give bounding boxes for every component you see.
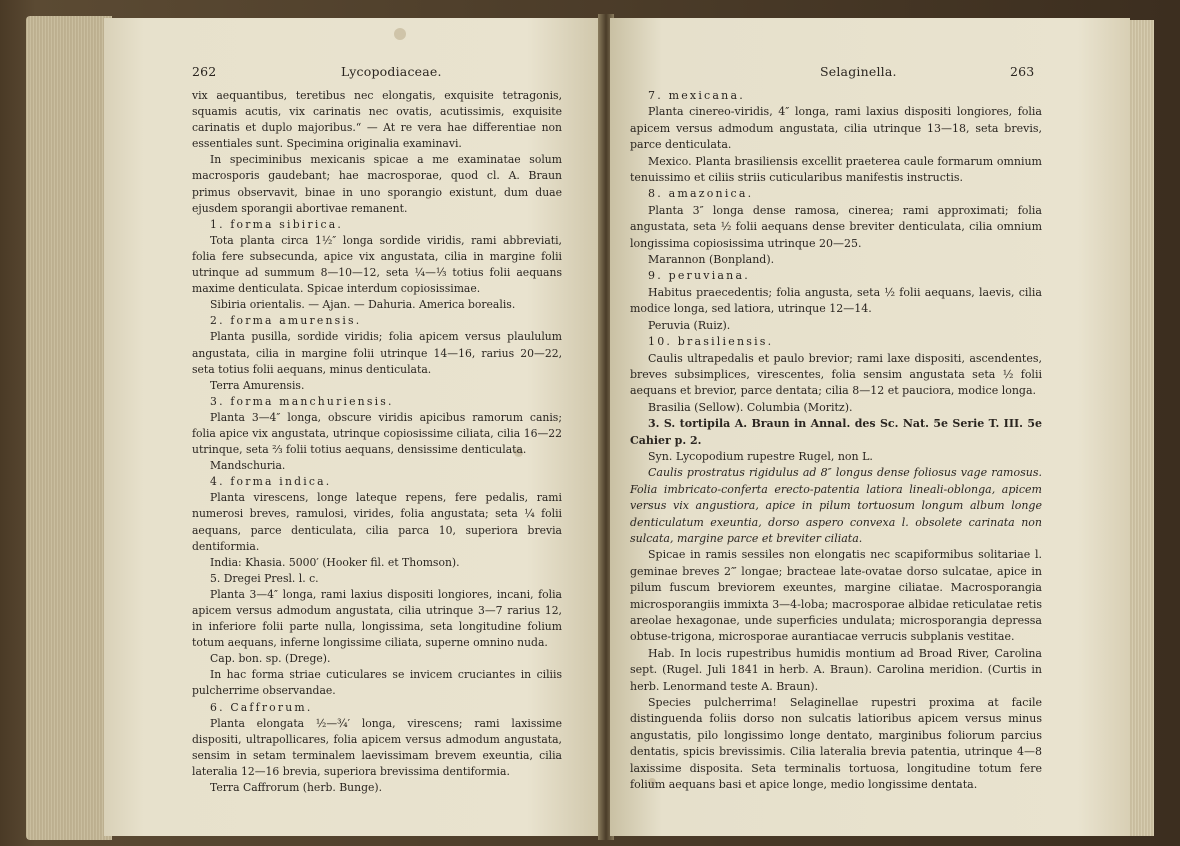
paragraph: In hac forma striae cuticulares se invicem cruciantes in ciliis pulcherrime observandae.: [192, 668, 562, 698]
paragraph: Sibiria orientalis. — Ajan. — Dahuria. America borealis.: [210, 298, 516, 312]
section-heading: 2. forma amurensis.: [210, 314, 362, 328]
section-heading: 7. mexicana.: [648, 89, 745, 102]
paragraph: Terra Caffrorum (herb. Bunge).: [210, 781, 383, 795]
left-page: [104, 18, 602, 836]
paragraph: Habitus praecedentis; folia angusta, seta ½ folii aequans, laevis, cilia modice longa, sed latiora, utrinque 12—14.: [630, 285, 1042, 316]
paragraph: Planta cinereo-viridis, 4″ longa, rami laxius dispositi longiores, folia apicem versus admodum angustata, cilia utrinque 13—18, seta brevis, parce denticulata.: [630, 105, 1042, 152]
paragraph: Caulis ultrapedalis et paulo brevior; rami laxe dispositi, ascendentes, breves subsimplices, virescentes, folia sensim angustata seta ½ folii aequans et brevior, parce dentata; cilia 8—12 et pauciora, modice longa.: [630, 351, 1042, 398]
section-heading: 1. forma sibirica.: [210, 217, 343, 231]
paragraph: Planta elongata ½—¾′ longa, virescens; rami laxissime dispositi, ultrapollicares, folia apicem versus admodum angustata, sensim in setam terminalem laevissimam brevem exeuntia, cilia lateralia 12—16 brevia, superiora brevissima dentiformia.: [192, 716, 562, 778]
paragraph: Planta 3—4″ longa, rami laxius dispositi longiores, incani, folia apicem versus admodum angustata, cilia utrinque 3—7 rarius 12, in inferiore folii parte nulla, longissima, seta longitudine folium totum aequans, inferne longissime ciliata, superne omnino nuda.: [192, 587, 562, 650]
habitat-paragraph: Hab. In locis rupestribus humidis montium ad Broad River, Carolina sept. (Rugel. Juli 1841 in herb. A. Braun). Carolina meridion. (Curtis in herb. Lenormand teste A. Braun).: [630, 646, 1042, 693]
paragraph: Cap. bon. sp. (Drege).: [210, 652, 331, 666]
paragraph: Planta pusilla, sordide viridis; folia apicem versus plaululum angustata, cilia in margine folii utrinque 14—16, rarius 20—22, seta totius folii aequans, minus denticulata.: [192, 330, 562, 376]
synonym-line: Syn. Lycopodium rupestre Rugel, non L.: [648, 449, 873, 463]
section-heading: 9. peruviana.: [648, 269, 750, 283]
right-page: [610, 18, 1130, 836]
paragraph: Planta virescens, longe lateque repens, fere pedalis, rami numerosi breves, ramulosi, virides, folia angustata; seta ¼ folii aequans, parce denticulata, cilia parca 10, superiora brevia dentiformia.: [192, 491, 562, 553]
page-edges-left: [26, 16, 112, 840]
paragraph: Tota planta circa 1½″ longa sordide viridis, rami abbreviati, folia fere subsecunda, apice vix angustata, cilia in margine folii utrinque ad summum 8—10—12, seta ¼—⅓ totius folii aequans maxime denticulata. Spicae interdum copiosissimae.: [192, 233, 562, 296]
section-heading: 8. amazonica.: [648, 187, 754, 201]
section-heading: 10. brasiliensis.: [648, 335, 774, 349]
section-heading: 6. Caffrorum.: [210, 700, 313, 714]
section-heading: 5. Dregei Presl. l. c.: [210, 571, 319, 585]
page-number-left: 262: [192, 64, 217, 79]
section-heading: 3. forma manchuriensis.: [210, 394, 394, 408]
paragraph: vix aequantibus, teretibus nec elongatis, exquisite tetragonis, squamis acutis, vix carinatis nec ovatis, acutissimis, exquisite carinatis et duplo majoribus.“ — At re vera hae differentiae non essentiales sunt. Specimina originalia examinavi.: [192, 89, 562, 151]
left-page-body: [192, 88, 562, 796]
paragraph: Terra Amurensis.: [210, 378, 305, 392]
paragraph: Mexico. Planta brasiliensis excellit praeterea caule formarum omnium tenuissimo et ciliis striis cuticularibus manifestis instructis.: [630, 154, 1042, 185]
paragraph: Mandschuria.: [210, 459, 286, 473]
paragraph: Spicae in ramis sessiles non elongatis nec scapiformibus solitariae l. geminae breves 2‴ longae; bracteae late-ovatae dorso sulcatae, apice in pilum fuscum breviorem exeuntes, margine ciliatae. Macrosporangia microsporangiis immixta 3—4-loba; macrosporae albidae reticulatae retis areolae hexagonae, unde superficies undulata; microsporangia depressa obtuse-trigona, microsporae aurantiacae verrucis subplanis vestitae.: [630, 548, 1042, 644]
paragraph: Species pulcherrima! Selaginellae rupestri proxima at facile distinguenda foliis dorso non sulcatis latioribus apicem versus minus angustatis, pilo longissimo longe dentato, marginibus foliorum parcius dentatis, spicis brevissimis. Cilia lateralia brevia patentia, utrinque 4—8 laxissime disposita. Seta terminalis tortuosa, longitudine totum fere folium aequans basi et apice longe, medio longissime dentata.: [630, 696, 1042, 792]
running-head-left: Lycopodiaceae.: [341, 64, 442, 79]
running-head-right: Selaginella.: [820, 64, 897, 79]
paragraph: Planta 3″ longa dense ramosa, cinerea; rami approximati; folia angustata, seta ½ folii aequans dense breviter denticulata, cilia omnium longissima copiosissima utrinque 20—25.: [630, 203, 1042, 250]
paragraph: Brasilia (Sellow). Columbia (Moritz).: [648, 400, 853, 414]
paragraph: India: Khasia. 5000′ (Hooker fil. et Thomson).: [210, 555, 460, 569]
paragraph: Planta 3—4″ longa, obscure viridis apicibus ramorum canis; folia apice vix angustata, utrinque copiosissime ciliata, cilia 16—22 utrinque, seta ⅔ folii totius aequans, densissime denticulata.: [192, 410, 562, 457]
paragraph: Marannon (Bonpland).: [648, 253, 775, 267]
paragraph: In speciminibus mexicanis spicae a me examinatae solum macrosporis gaudebant; hae macrosporae, quod cl. A. Braun primus observavit, binae in uno sporangio existunt, dum duae ejusdem sporangii abortivae remanent.: [192, 153, 562, 215]
paragraph: Peruvia (Ruiz).: [648, 318, 731, 332]
page-number-right: 263: [1010, 64, 1035, 79]
section-heading: 4. forma indica.: [210, 475, 332, 489]
species-heading: 3. S. tortipila A. Braun in Annal. des Sc. Nat. 5e Serie T. III. 5e Cahier p. 2.: [630, 417, 1042, 447]
foxing-spot: [394, 28, 406, 40]
description-paragraph: Caulis prostratus rigidulus ad 8″ longus dense foliosus vage ramosus. Folia imbricato-conferta erecto-patentia latiora lineali-oblonga, apicem versus vix angustiora, apice in pilum tortuosum longum album longe denticulatum exeuntia, dorso aspero convexa l. obsolete carinata non sulcata, margine parce et breviter ciliata.: [630, 466, 1042, 545]
right-page-body: [630, 88, 1042, 793]
